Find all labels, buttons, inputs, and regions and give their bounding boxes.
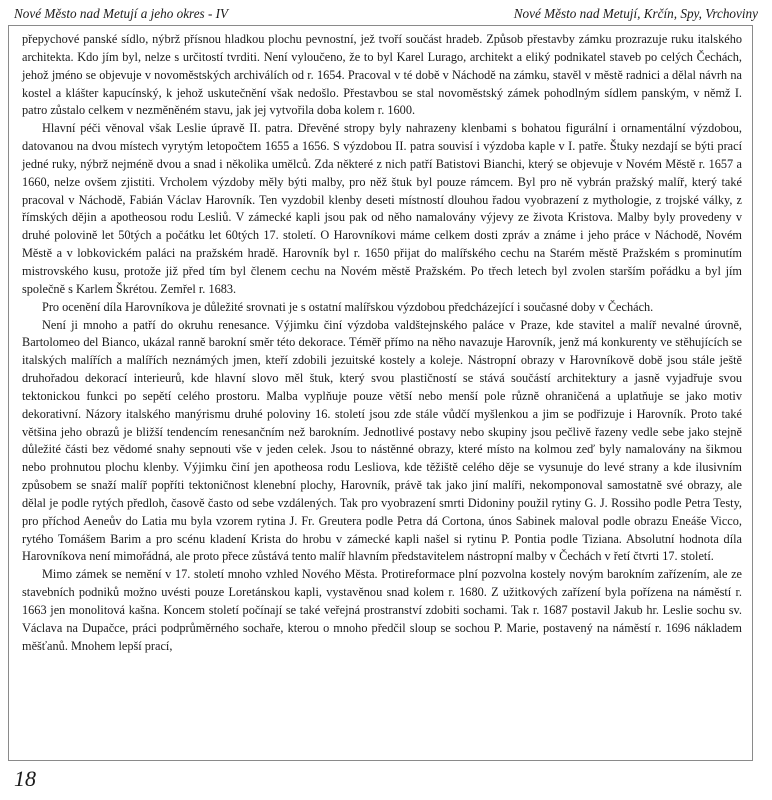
header-right-title: Nové Město nad Metují, Krčín, Spy, Vrchoviny (513, 6, 758, 21)
text-frame (8, 25, 753, 761)
header-left-title: Nové Město nad Metují a jeho okres - IV (14, 6, 229, 21)
paragraph: přepychové panské sídlo, nýbrž přísnou hladkou plochu pevnostní, jež tvoří součást hradeb. Způsob přestavby zámku prozrazuje ruku italského architekta. Kdo jím byl, nelze s určitostí tvrditi. Není vyloučeno, že to byl Karel Lurago, architekt a eliký podnikatel staveb po celých Čechách, jehož jméno se objevuje v novoměstských archiválích od r. 1654. Pracoval v té době v Náchodě na zámku, stavěl v městě radnici a dělal návrh na kostel a klášter kapucínský, k jehož uskutečnění však nedošlo. Přestavbou se stal novoměstský zámek pohodlným sídlem panským, v němž I. patro zůstalo celkem v nezměněném stavu, jak jej vytvořila doba kolem r. 1600. (22, 32, 742, 118)
paragraph: Není ji mnoho a patří do okruhu renesance. Výjimku činí výzdoba valdštejnského paláce v Praze, kde stavitel a malíř nevalné úrovně, Bartolomeo del Bianco, ukázal ranně barokní směr této dekorace. Téměř přímo na něho navazuje Harovník, jenž má konkurenty ve stěhujících se italských malířích a malířích neznámých jmen, kteří zdobili jezuitské kostely a koleje. Nástropní obrazy v Harovníkově době jsou stále ještě druhořadou dekorací interieurů, kde hlavní slovo měl štuk, který svou plastičností se stává součástí architektury a jasně vyjadřuje svou tektonickou funkci po sepětí celého prostoru. Malba vyplňuje pouze větší nebo menší pole různě ohraničená a uplatňuje se jako motiv dekorativní. Názory italského manýrismu druhé poloviny 16. století jsou zde stále vůdčí myšlenkou a jim se podřizuje i Harovník. Proto také většina jeho obrazů je bližší tendencím renesančním než barokním. Jednotlivé postavy nebo skupiny jsou pečlivě řazeny vedle sebe jako stejně důležité části bez vědomé snahy sepnouti vše v jeden celek. Jsou to nástěnné obrazy, které místo na kolmou zeď byly namalovány na šikmou nebo prohnutou plochu klenby. Výjimku činí jen apotheosa rodu Lesliova, kde těžiště celého děje se vysunuje do levé strany a kde ilusivním způsobem se snaží malíř popříti tektoničnost klenební plochy, Harovník, právě tak jako jiní malíři, nekomponoval samostatně své obrazy, ale dělal je podle rytých předloh, časově často od sebe vzdálených. Tak pro vyobrazení smrti Didoniny použil rytiny G. J. Rossiho podle Petra Testy, pro příchod Aeneův do Latia mu byla vzorem rytina J. Fr. Greutera podle Petra dá Cortona, únos Sabinek maloval podle obrazu Eneáše Vicco, rytého Tomášem Barim a pro scénu kladení Krista do hrobu v zámecké kapli našel si rytinu P. Pontia podle Tiziana. Absolutní hodnota díla Harovníkova není mimořádná, ale proto přece zůstává tento malíř hlavním představitelem nástropní malby v Čechách v řetí čtvrti 17. století. (22, 317, 742, 564)
paragraph: Mimo zámek se nemění v 17. století mnoho vzhled Nového Města. Protireformace plní pozvolna kostely novým barokním zařízením, ale ze stavebních podniků možno uvésti pouze Loretánskou kapli, vystavěnou snad kolem r. 1680. Z užitkových zařízení byla pořízena na náměstí r. 1663 jen monolitová kašna. Koncem století počínají se také veřejná prostranství zdobiti sochami. Tak r. 1687 postavil Jakub hr. Leslie sochu sv. Václava na Dupačce, práci podprůměrného sochaře, kterou o mnoho předčil sloup se sochou P. Marie, postavený na náměstí r. 1696 nákladem měšťanů. Mnohem lepší prací, (22, 567, 742, 653)
body-text (22, 31, 742, 656)
page-number: 18 (14, 766, 36, 791)
paragraph: Hlavní péči věnoval však Leslie úpravě II. patra. Dřevěné stropy byly nahrazeny klenbami s bohatou figurální i ornamentální výzdobou, datovanou na dvou místech vyrytým letopočtem 1655 a 1656. S výzdobou II. patra souvisí i výzdoba kaple v I. patře. Štuky nezdají se býti prací jedné ruky, nýbrž nejméně dvou a snad i několika umělců. Zda některé z nich patří Batistovi Bianchi, který se objevuje v Novém Městě r. 1657 a 1660, nelze ovšem zjistiti. Vrcholem výzdoby měly býti malby, pro něž štuk byl pouze rámcem. Byl pro ně vybrán pražský malíř, který také pracoval v Náchodě, Fabián Václav Harovník. Ten vyzdobil klenby deseti místností dlouhou řadou vyobrazení z mythologie, z trojské války, z římských dějin a apotheosou rodu Lesliů. V zámecké kapli jsou pak od něho namalovány výjevy ze života Kristova. Malby byly provedeny v druhé polovině let 50tých a počátku let 60tých 17. století. O Harovníkovi máme celkem dosti zpráv a známe i jeho práce v Náchodě, Novém Městě a v lobkovickém paláci na pražském hradě. Harovník byl r. 1650 přijat do malířského cechu na Starém městě Pražském s prominutím mistrovského kusu, protože již před tím byl členem cechu na Novém městě Pražském. Po třech letech byl zvolen starším pořádku a byl jím společně s Karlem Škrétou. Zemřel r. 1683. (22, 121, 742, 296)
paragraph: Pro ocenění díla Harovníkova je důležité srovnati je s ostatní malířskou výzdobou předcházející i současné doby v Čechách. (42, 299, 654, 314)
running-header (14, 4, 758, 24)
